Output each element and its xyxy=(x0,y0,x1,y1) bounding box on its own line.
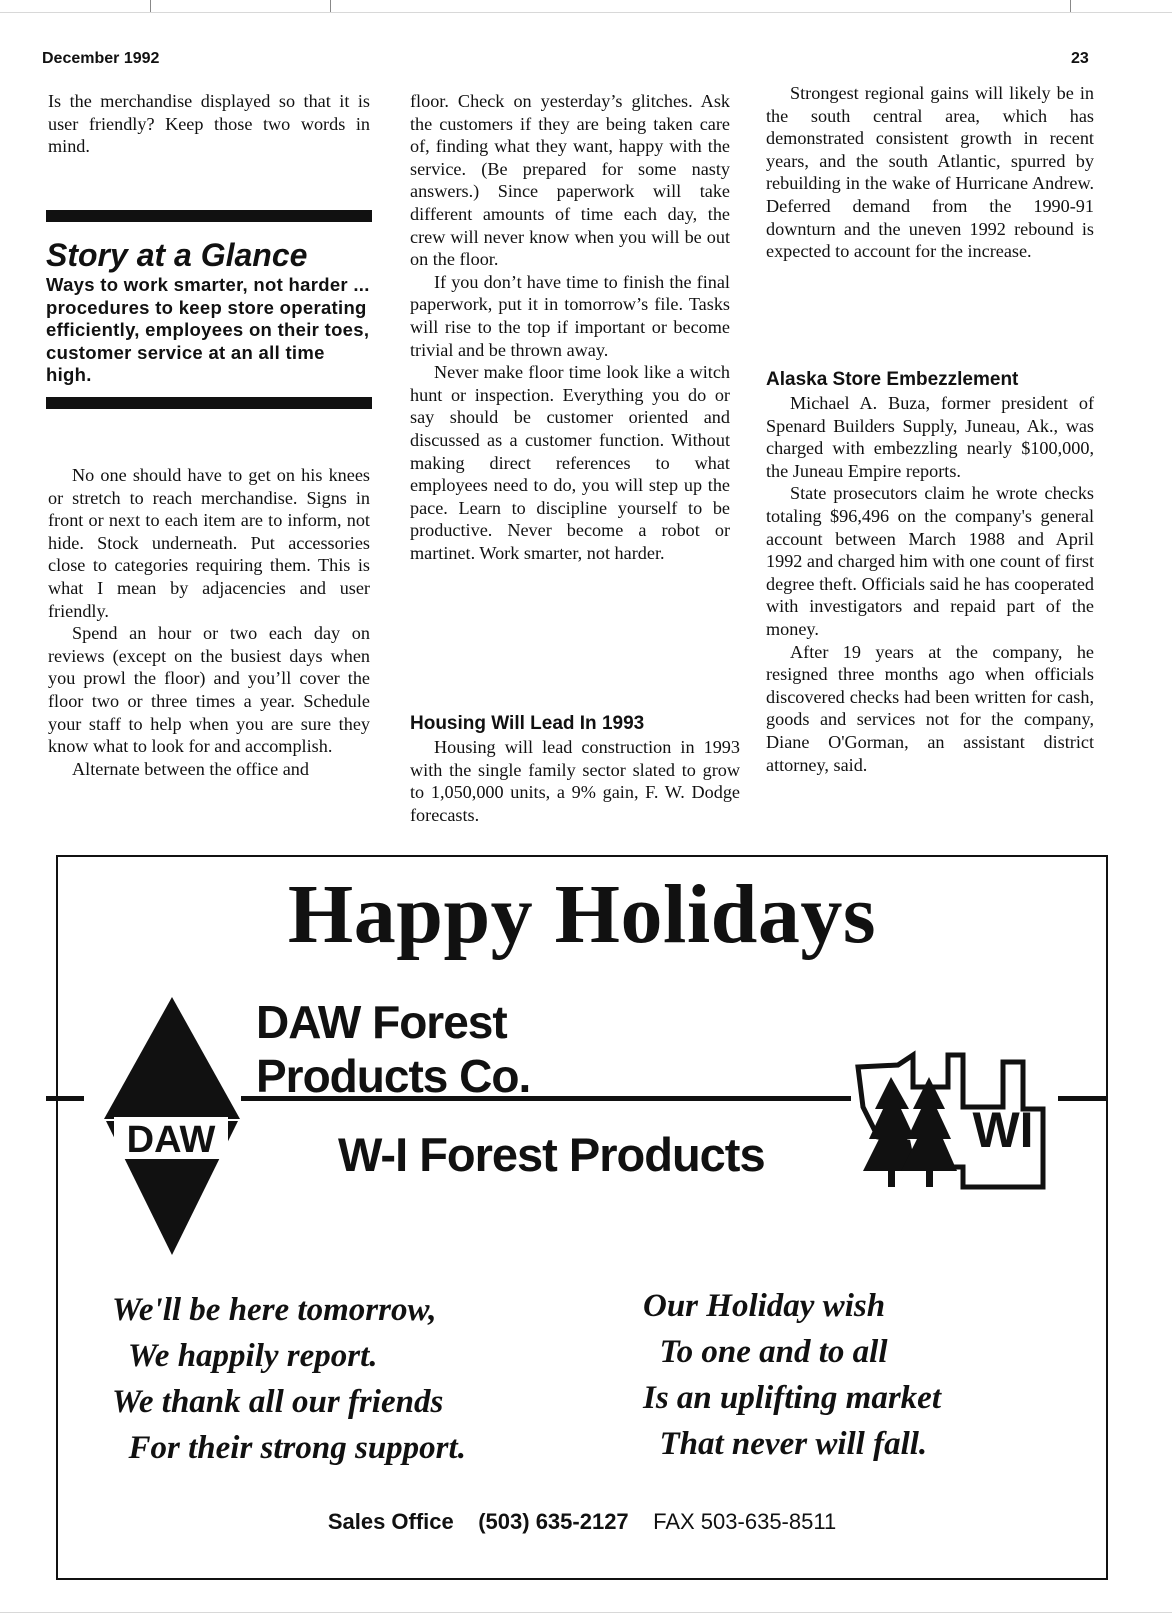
alaska-article xyxy=(766,368,1094,776)
column-1-continued xyxy=(48,464,370,780)
column-2 xyxy=(410,90,730,564)
poem-right: Our Holiday wish To one and to all Is an uplifting market That never will fall. xyxy=(643,1288,941,1462)
daw-logo-text: DAW xyxy=(126,1119,216,1161)
scan-tick xyxy=(1070,0,1071,12)
col2-paragraph-2: If you don’t have time to finish the final paperwork, put it in tomorrow’s file. Tasks will rise to the top if important or become trivial and be thrown away. xyxy=(410,271,730,360)
col1-paragraph-2: No one should have to get on his knees or stretch to reach merchandise. Signs in front or next to each item are to inform, not hide. Stock underneath. Put accessories close to categories requiring them. This is what I mean by adjacencies and user friendly. xyxy=(48,465,370,621)
poem-left: We'll be here tomorrow, We happily report. We thank all our friends For their strong support. xyxy=(112,1292,466,1466)
glance-top-rule xyxy=(46,210,372,222)
alaska-paragraph-2: State prosecutors claim he wrote checks totaling $96,496 on the company's general account between March 1988 and April 1992 and charged him with one count of first degree theft. Officials said he has cooperated with investigators and repaid part of the money. xyxy=(766,483,1094,639)
company-name-daw xyxy=(256,995,530,1103)
col1-paragraph-1: Is the merchandise displayed so that it is user friendly? Keep those two words in mind. xyxy=(48,91,370,157)
housing-article xyxy=(410,712,740,826)
housing-paragraph: Housing will lead construction in 1993 with the single family sector slated to grow to 1,050,000 units, a 9% gain, F. W. Dodge forecasts. xyxy=(410,737,740,825)
glance-title: Story at a Glance xyxy=(46,237,308,273)
holiday-advertisement xyxy=(56,855,1108,1580)
column-1 xyxy=(48,90,370,158)
company-name-daw-line-2: Products Co. xyxy=(256,1050,531,1102)
alaska-paragraph-3: After 19 years at the company, he resigned three months ago when officials discovered checks had been written for cash, goods and services not for the company, Diane O'Gorman, an assistant district attorney, said. xyxy=(766,641,1094,775)
daw-diamond-logo-icon xyxy=(102,997,242,1257)
scan-top-edge xyxy=(0,0,1172,13)
sales-contact xyxy=(58,1509,1106,1535)
company-name-wi: W-I Forest Products xyxy=(338,1128,765,1181)
column-3 xyxy=(766,82,1094,263)
alaska-headline: Alaska Store Embezzlement xyxy=(766,369,1019,390)
housing-headline: Housing Will Lead In 1993 xyxy=(410,713,645,734)
alaska-paragraph-1: Michael A. Buza, former president of Spenard Builders Supply, Juneau, Ak., was charged with embezzling nearly $100,000, the Juneau Empire reports. xyxy=(766,393,1094,481)
scan-tick xyxy=(150,0,151,12)
page-date: December 1992 xyxy=(42,50,160,67)
col2-paragraph-3: Never make floor time look like a witch hunt or inspection. Everything you do or say should be customer oriented and discussed as a customer function. Without making direct references to what employees need to do, you will step up the pace. Learn to discipline yourself to be productive. Never become a robot or martinet. Work smarter, not harder. xyxy=(410,362,730,563)
company-name-daw-line-1: DAW Forest xyxy=(256,996,507,1048)
page-number: 23 xyxy=(1071,50,1089,67)
sales-phone: (503) 635-2127 xyxy=(478,1509,629,1534)
scan-tick xyxy=(330,0,331,12)
scan-bottom-edge xyxy=(0,1612,1172,1623)
sales-fax: FAX 503-635-8511 xyxy=(653,1509,837,1534)
col2-paragraph-1: floor. Check on yesterday’s glitches. Ask the customers if they are being taken care of, finding what they want, happy with the service. (Be prepared for some nasty answers.) Since paperwork will take different amounts of time each day, the crew will never know when you will be out on the floor. xyxy=(410,91,730,270)
story-at-a-glance-box xyxy=(46,210,372,409)
wi-logo-text: WI xyxy=(972,1102,1034,1158)
col3-paragraph-1: Strongest regional gains will likely be in the south central area, which has demonstrated consistent growth in recent years, and the south Atlantic, spurred by rebuilding in the wake of Hurricane Andrew. Deferred demand from the 1990-91 downturn and the uneven 1992 rebound is expected to account for the increase. xyxy=(766,83,1094,262)
glance-bottom-rule xyxy=(46,397,372,409)
wi-state-map-trees-logo-icon xyxy=(853,1047,1053,1197)
ad-headline: Happy Holidays xyxy=(287,868,877,961)
glance-summary: Ways to work smarter, not harder ... procedures to keep store operating efficiently, employees on their toes, customer service at an all time high. xyxy=(46,274,370,385)
col1-paragraph-3: Spend an hour or two each day on reviews (except on the busiest days when you prowl the floor) and you’ll cover the floor two or three times a year. Schedule your staff to help when you are sure they know what to look for and accomplish. xyxy=(48,623,370,757)
col1-paragraph-4: Alternate between the office and xyxy=(72,758,309,779)
sales-label: Sales Office xyxy=(327,1509,454,1534)
